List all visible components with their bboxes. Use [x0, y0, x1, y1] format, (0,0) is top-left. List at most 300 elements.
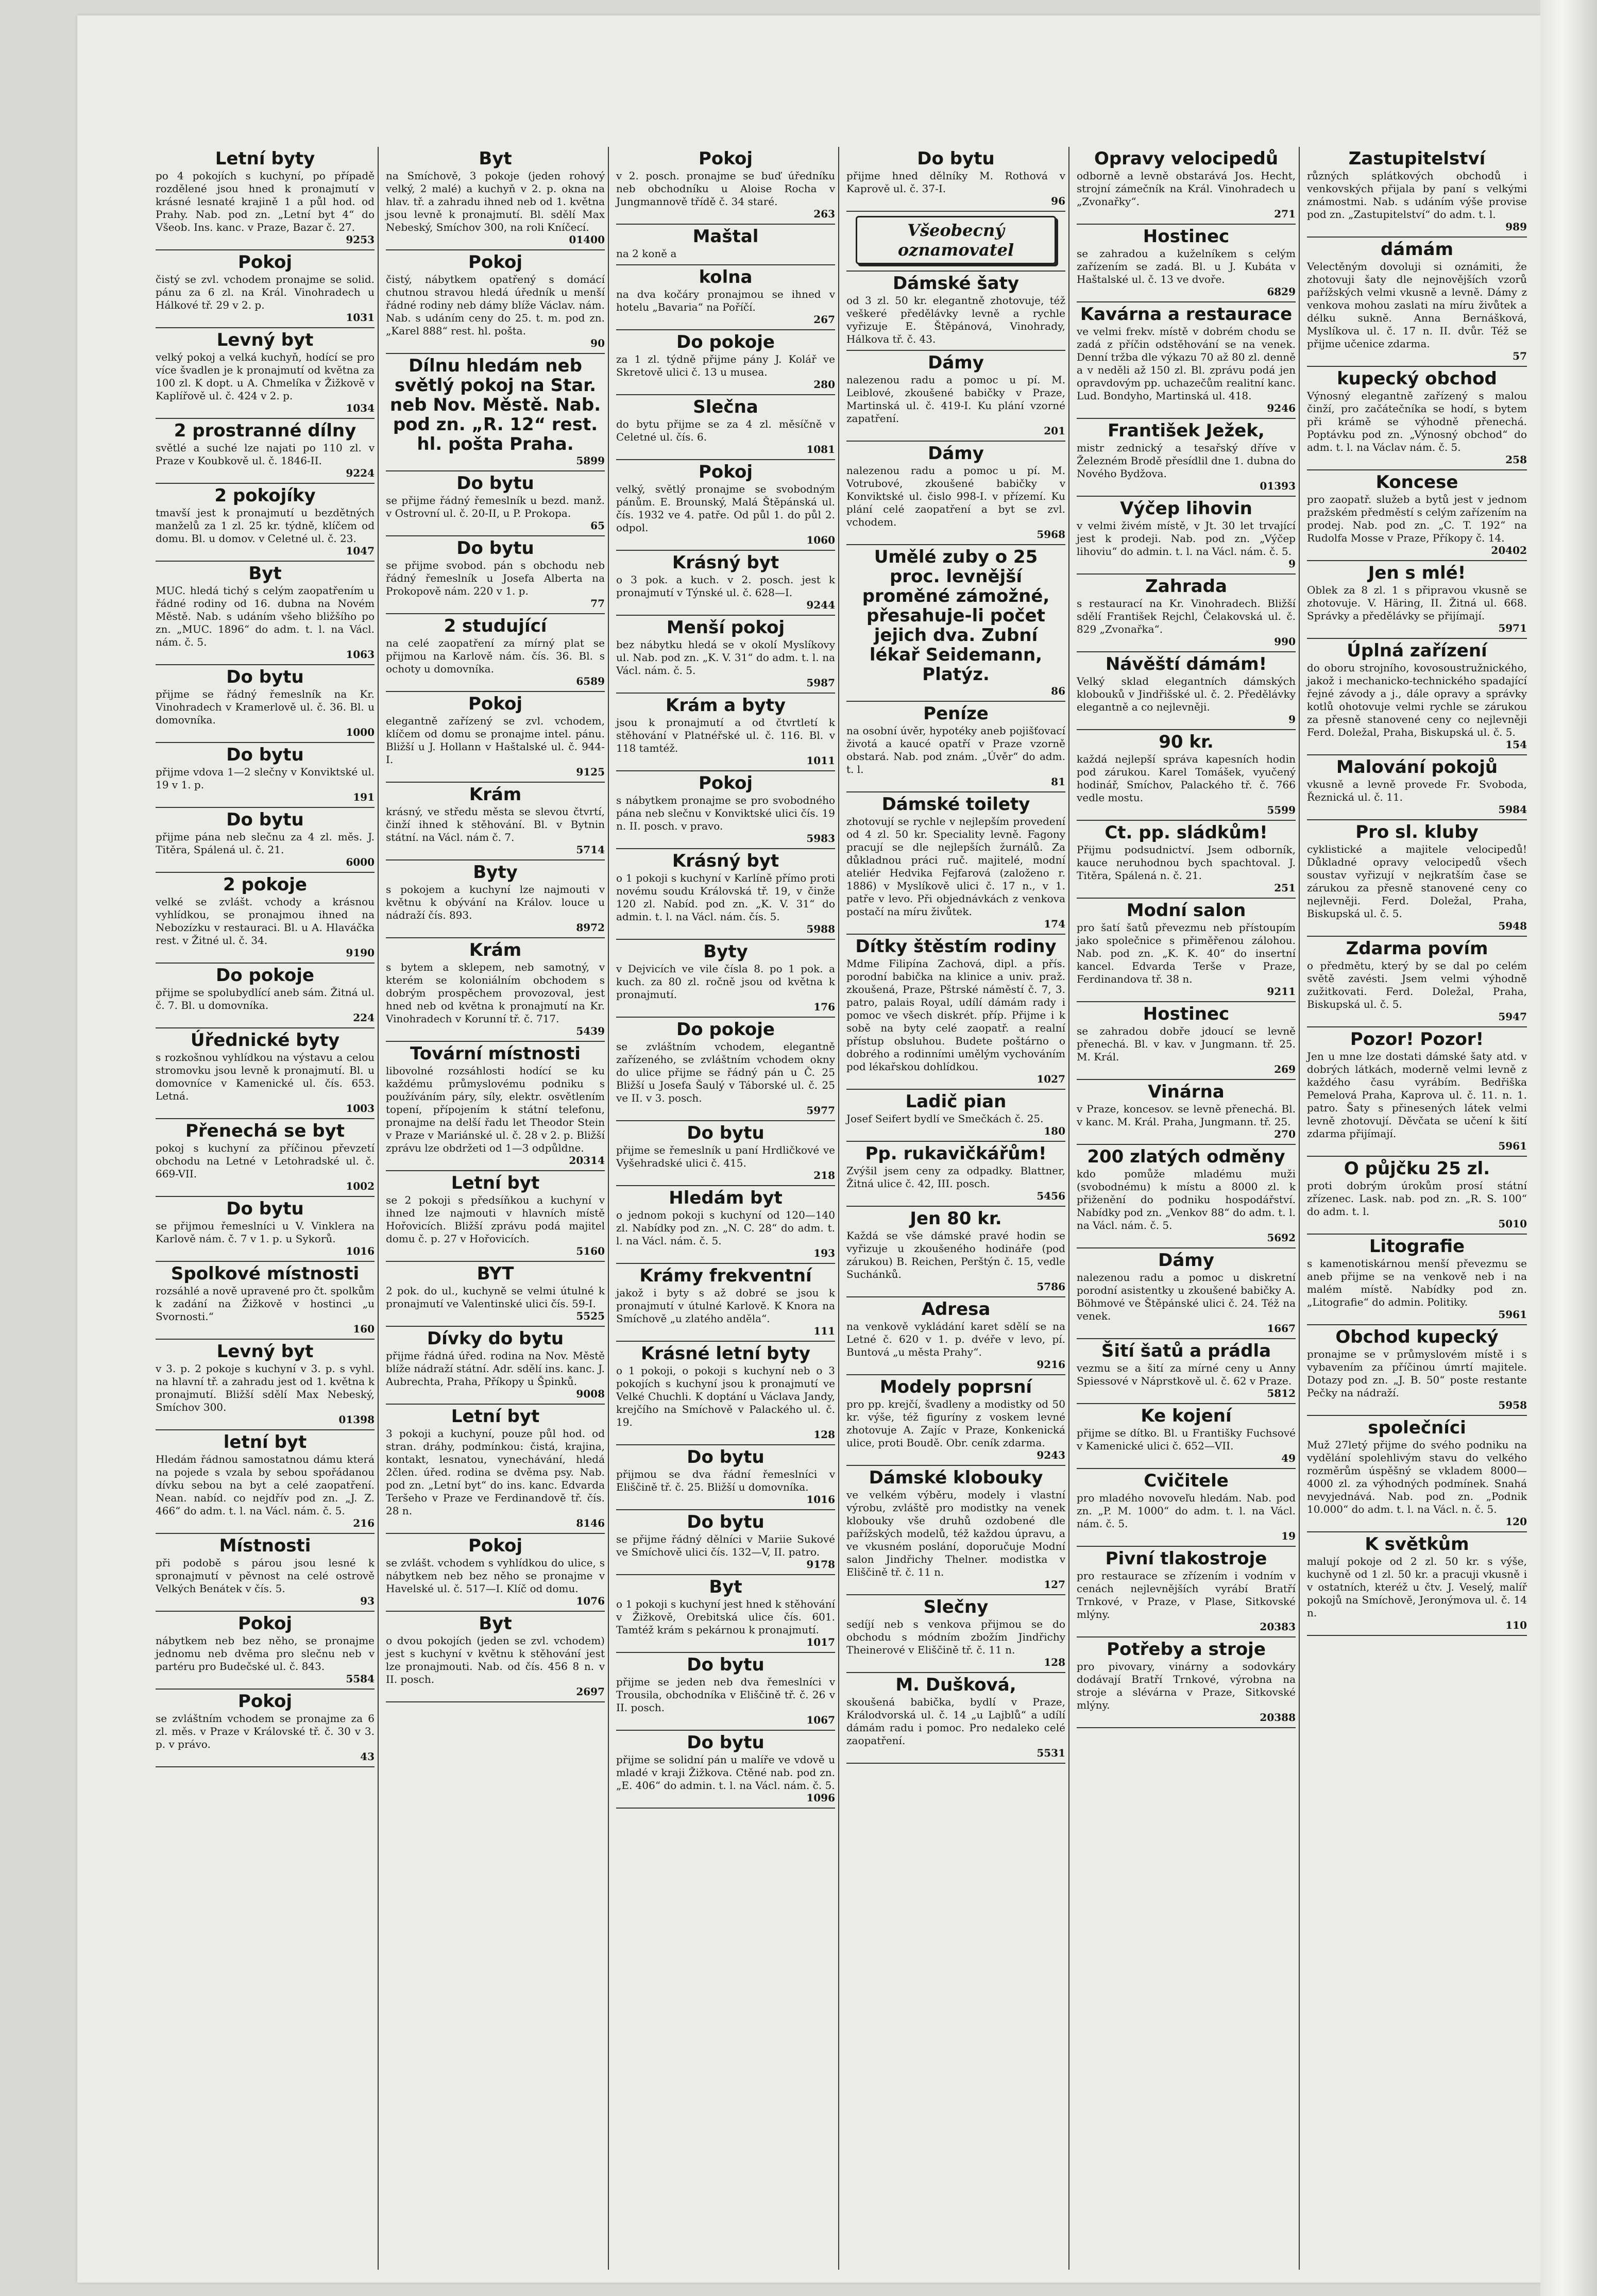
classified-ad [1077, 419, 1296, 497]
ad-reference-number: 6000 [346, 856, 375, 868]
ad-title: Všeobecný oznamovatel [856, 216, 1056, 264]
ad-body: o 1 pokoji, o pokoji s kuchyní neb o 3 pokojích s kuchyní jsou k pronajmutí ve Velké Chuchli. K doptání u Václava Jandy, krejčího na Smíchově v Palackého ul. č. 19. [616, 1364, 835, 1428]
ad-title: Dámy [928, 443, 984, 464]
ad-reference-number: 19 [1281, 1530, 1296, 1542]
ad-title: Slečny [923, 1597, 989, 1617]
ad-title: Tovární místnosti [410, 1043, 581, 1064]
ad-body: nalezenou radu a pomoc u diskretní porodní asistentky u zkoušené babičky A. Böhmové ve Štěpánské ulici č. 24. Též na venek. [1077, 1271, 1296, 1322]
classified-ad [1307, 1532, 1527, 1636]
ad-body: na celé zaopatření za mírný plat se přijmou na Karlově nám. čís. 36. Bl. s ochoty u domovníka. [386, 637, 605, 675]
ad-reference-number: 258 [1505, 453, 1527, 466]
classified-ad [156, 147, 375, 250]
ad-reference-number: 9211 [1267, 985, 1296, 998]
ad-body: nalezenou radu a pomoc u pí. M. Votrubové, zkoušené babičky v Konviktské ul. čislo 998-I. v přízemí. Ku plání celé zaopatření a byt se zvl. vchodem. [846, 464, 1065, 528]
ad-reference-number: 9190 [346, 947, 375, 959]
classified-ad [386, 471, 605, 536]
ad-reference-number: 218 [813, 1169, 835, 1181]
ad-reference-number: 01398 [338, 1413, 375, 1426]
classified-ad [156, 1612, 375, 1690]
ad-reference-number: 5948 [1498, 920, 1527, 932]
ad-body: pro zaopatř. služeb a bytů jest v jednom pražském předměstí s celým zařízením na prodej. Nab. pod zn. „C. T. 192“ na Rudolfa Mosse v Praze, Příkopy č. 14. [1307, 493, 1527, 544]
classified-ad [386, 1612, 605, 1702]
ad-reference-number: 01400 [569, 233, 605, 246]
ad-body: přijme se řemeslník u paní Hrdličkové ve Vyšehradské ulici č. 415. [616, 1144, 835, 1169]
classified-ad [156, 743, 375, 808]
classified-ad [1077, 1145, 1296, 1248]
ad-body: pronajme se v průmyslovém místě i s vybavením za příčinou úmrtí majitele. Dotazy pod zn. „J. B. 50“ poste restante Pečky na nádraží. [1307, 1348, 1527, 1399]
ad-body: o 1 pokoji s kuchyní jest hned k stěhování v Žižkově, Orebitská ulice čís. 601. Tamtéž krám s pekárnou k pronajmutí. [616, 1598, 835, 1636]
ad-body: Velký sklad elegantních dámských klobouků v Jindřišské ul. č. 2. Předělávky elegantně a co nejlevněji. [1077, 675, 1296, 713]
ad-title: Vinárna [1148, 1082, 1225, 1102]
ad-title: Slečna [693, 397, 758, 417]
ad-title: Byt [248, 563, 282, 584]
ad-title: Do pokoje [216, 965, 314, 986]
classified-ad [616, 1121, 835, 1186]
classified-ad [1077, 1404, 1296, 1469]
classified-ad [386, 354, 605, 471]
classified-ad [156, 1119, 375, 1197]
ad-title: K světkům [1365, 1534, 1469, 1555]
classified-ad [616, 147, 835, 225]
classified-ad [1307, 639, 1527, 755]
ad-body: Jen u mne lze dostati dámské šaty atd. v dobrých látkách, moderně velmi levně z každého času vyrábím. Bedřiška Pemelová Praha, Kaprova ul. č. 11. n. 1. patro. Šaty s přinesených látek velmi levně zhotovují. Děvčata se učení k šití zdarma přijímají. [1307, 1050, 1527, 1140]
classified-ad [156, 562, 375, 665]
ad-reference-number: 81 [1051, 775, 1065, 788]
ad-body: elegantně zařízený se zvl. vchodem, klíčem od domu se pronajme intel. pánu. Bližší u J. Hollann v Haštalské ul. č. 944-I. [386, 715, 605, 766]
classified-ad [616, 1186, 835, 1264]
classified-ad [846, 1673, 1065, 1764]
ad-reference-number: 9243 [1037, 1449, 1065, 1461]
ad-body: v 3. p. 2 pokoje s kuchyní v 3. p. s vyhl. na hlavní tř. a zahradu jest od 1. května k pronajmutí. Bližší sdělí Max Nebeský, Smíchov 300. [156, 1362, 375, 1413]
ad-title: Litografie [1369, 1236, 1465, 1257]
ad-title: Zastupitelství [1348, 148, 1486, 169]
classified-ad [1077, 1002, 1296, 1080]
classified-ad [386, 1534, 605, 1612]
classified-ad [846, 1375, 1065, 1466]
ad-reference-number: 90 [590, 337, 605, 349]
classified-ad [1077, 1469, 1296, 1547]
classified-ad [156, 419, 375, 484]
classified-ad [616, 616, 835, 694]
classified-ad [386, 147, 605, 250]
ad-reference-number: 174 [1044, 918, 1065, 930]
ad-title: 2 pokoje [223, 874, 307, 895]
ad-reference-number: 9008 [576, 1388, 605, 1400]
ad-title: Dívky do bytu [427, 1328, 564, 1349]
ad-title: Spolkové místnosti [171, 1263, 360, 1284]
classified-ad [1077, 652, 1296, 730]
ad-reference-number: 5439 [576, 1025, 605, 1037]
ad-title: Kavárna a restaurace [1080, 304, 1293, 325]
classified-ad [616, 940, 835, 1018]
ad-title: Hledám byt [669, 1188, 783, 1208]
ad-reference-number: 1076 [576, 1595, 605, 1607]
classified-ad [846, 351, 1065, 442]
ad-body: čistý se zvl. vchodem pronajme se solid. pánu za 6 zl. na Král. Vinohradech u Hálkové tř. 29 v 2. p. [156, 273, 375, 311]
ad-title: Do pokoje [676, 1019, 775, 1040]
ad-body: přijme se spolubydlící aneb sám. Žitná ul. č. 7. Bl. u domovníka. [156, 986, 375, 1011]
ad-title: Do bytu [456, 473, 534, 494]
classified-ad [1307, 1416, 1527, 1532]
ad-title: Dámy [928, 352, 984, 373]
classified-ad [616, 1731, 835, 1809]
ad-title: M. Dušková, [895, 1675, 1016, 1695]
column-6 [1306, 147, 1530, 2270]
ad-body: Velectěným dovoluji si oznámiti, že zhotovuji šaty dle nejnovějších vzorů pařížských velmi vkusně a levně. Dámy z venkova mohou zaslati na míru živůtek a délku sukně. Anna Bernášková, Myslíkova ul. č. 17 n. II. dvůr. Též se přijme učenice zdarma. [1307, 260, 1527, 350]
classified-ad [846, 1090, 1065, 1142]
ad-body: na dva kočáry pronajmou se ihned v hotelu „Bavaria“ na Poříčí. [616, 288, 835, 313]
classified-ad [846, 1466, 1065, 1595]
binding-edge [1540, 0, 1597, 2296]
ad-title: Do bytu [687, 1447, 764, 1467]
classified-ad [846, 1297, 1065, 1375]
ad-body: skoušená babička, bydlí v Praze, Králodvorská ul. č. 14 „u Lajblů“ a udílí dámám radu i pomoc. Pro nedaleko celé zaopatření. [846, 1696, 1065, 1747]
ad-reference-number: 20314 [569, 1154, 605, 1167]
ad-body: se přijmou řemeslníci u V. Vinklera na Karlově nám. č. 7 v 1. p. u Sykorů. [156, 1220, 375, 1245]
ad-title: Modní salon [1126, 900, 1246, 921]
ad-title: Menší pokoj [666, 617, 785, 638]
classified-ad [156, 873, 375, 964]
ad-body: v Dejvicích ve vile čísla 8. po 1 pok. a kuch. za 80 zl. ročně jsou od května k pronajmutí. [616, 963, 835, 1001]
ad-reference-number: 5160 [576, 1245, 605, 1257]
ad-title: Potřeby a stroje [1107, 1639, 1266, 1660]
ad-reference-number: 5988 [806, 923, 835, 935]
ad-title: Letní byt [451, 1173, 540, 1193]
column-3 [615, 147, 839, 2270]
ad-title: Do bytu [687, 1655, 764, 1675]
ad-reference-number: 5531 [1037, 1747, 1065, 1759]
ad-title: Ke kojení [1141, 1406, 1232, 1426]
ad-title: Do bytu [687, 1732, 764, 1753]
ad-reference-number: 1067 [806, 1714, 835, 1726]
ad-title: Do bytu [687, 1123, 764, 1143]
ad-body: přijme hned dělníky M. Rothová v Kaprově ul. č. 37-I. [846, 170, 1065, 195]
ad-reference-number: 5599 [1267, 804, 1296, 816]
column-5 [1076, 147, 1300, 2270]
ad-reference-number: 6589 [576, 675, 605, 687]
ad-title: Byt [479, 1613, 512, 1634]
classified-ad [616, 694, 835, 771]
ad-reference-number: 128 [813, 1428, 835, 1441]
ad-body: pro mladého novoveľu hledám. Nab. pod zn. „P. M. 1000“ do adm. t. l. na Václ. nám. č. 5. [1077, 1492, 1296, 1530]
ad-reference-number: 2697 [576, 1685, 605, 1698]
ad-body: na 2 koně a [616, 247, 677, 260]
ad-reference-number: 1060 [806, 534, 835, 546]
ad-reference-number: 267 [813, 313, 835, 326]
ad-body: do oboru strojního, kovosoustružnického, jakož i mechanicko-technického spadající řejné závody a j., dále opravy a správky kotlů ohotovuje velmi rychle se zárukou za přesně stanovené ceny co nejlevněji Ferd. Doležal, Praha, Biskupská ul. č. 5. [1307, 662, 1527, 738]
ad-reference-number: 1000 [346, 726, 375, 738]
ad-title: Do bytu [226, 745, 304, 765]
ad-body: na osobní úvěr, hypotéky aneb pojišťovací životá a kaucé opatří v Praze vzorně obstará. Nab. pod znám. „Úvěr“ do adm. t. l. [846, 724, 1065, 775]
ad-body: od 3 zl. 50 kr. elegantně zhotovuje, též veškeré předělávky levně a rychle vyřizuje E. Štěpánová, Vinohrady, Hálkova tř. č. 43. [846, 294, 1065, 345]
ad-reference-number: 8146 [576, 1517, 605, 1529]
ad-title: kolna [699, 267, 753, 288]
ad-body: na venkově vykládání karet sdělí se na Letné č. 620 v 1. p. dvéře v levo, pí. Buntová „u města Prahy“. [846, 1320, 1065, 1358]
ad-body: přijme se jeden neb dva řemeslníci v Trousila, obchodníka v Eliščině tř. č. 26 v II. posch. [616, 1676, 835, 1714]
ad-title: 2 studující [444, 616, 547, 636]
ad-reference-number: 1034 [346, 402, 375, 414]
ad-title: 2 prostranné dílny [174, 420, 356, 441]
ad-title: Byty [703, 941, 748, 962]
ad-reference-number: 01393 [1260, 480, 1296, 492]
ad-reference-number: 1031 [346, 311, 375, 324]
ad-reference-number: 990 [1274, 635, 1296, 648]
ad-body: velké se zvlášt. vchody a krásnou vyhlídkou, se pronajmou ihned na Nebozízku v restauraci. Bl. u A. Hlaváčka rest. v Žitné ul. č. 34. [156, 896, 375, 947]
ad-body: ve velkém výběru, modely i vlastní výrobu, zvláště pro modistky na venek klobouky vše druhů ozdobené dle pařížských modelů, též každou úpravu, a ve vkusném poslání, doporučuje Modní salon Jindřichy Thelner. modistka v Eliščině tř. č. 11 n. [846, 1489, 1065, 1578]
ad-title: Dámské šaty [892, 273, 1020, 294]
ad-reference-number: 86 [1051, 685, 1065, 697]
ad-reference-number: 191 [353, 791, 375, 803]
ad-reference-number: 5984 [1498, 803, 1527, 816]
ad-reference-number: 180 [1044, 1125, 1065, 1137]
ad-body: krásný, ve středu města se slevou čtvrtí, činží ihned k stěhování. Bl. v Bytnin státní. na Václ. nám č. 7. [386, 805, 605, 843]
ad-title: Výčep lihovin [1120, 498, 1252, 519]
ad-body: nábytkem neb bez něho, se pronajme jednomu neb dvěma pro slečnu neb v partéru pro Budečské ul. č. 843. [156, 1634, 375, 1673]
classified-ad [616, 1575, 835, 1653]
ad-body: se 2 pokoji s předsíňkou a kuchyní v ihned lze najmouti v hlavních místě Hořovicích. Bližší zprávu podá majitel domu č. p. 27 v Hořovicích. [386, 1194, 605, 1245]
ad-reference-number: 270 [1274, 1128, 1296, 1140]
classified-ad [156, 1430, 375, 1534]
classified-ad [156, 665, 375, 743]
ad-body: přijme vdova 1—2 slečny v Konviktské ul. 19 v 1. p. [156, 766, 375, 791]
classified-ad [616, 1653, 835, 1731]
ad-reference-number: 5987 [806, 677, 835, 689]
ad-title: Koncese [1375, 472, 1458, 493]
ad-reference-number: 1047 [346, 545, 375, 557]
ad-body: Přijmu podsudnictví. Jsem odborník, kauce neruhodnou bych spachtoval. J. Titěra, Spálená n. č. 21. [1077, 843, 1296, 882]
classified-ad [1307, 147, 1527, 238]
ad-title: Dítky štěstím rodiny [855, 936, 1057, 957]
ad-reference-number: 9246 [1267, 402, 1296, 414]
ad-title: Pokoj [238, 1691, 292, 1712]
ad-title: Pivní tlakostroje [1105, 1548, 1267, 1569]
ad-title: Byt [479, 148, 512, 169]
classified-ad [1077, 1547, 1296, 1637]
ad-reference-number: 216 [353, 1517, 375, 1529]
ad-body: cyklistické a majitele velocipedů! Důkladné opravy velocipedů všech soustav vyřizují v nejkratším čase se zárukou za přesně stanovené ceny co nejlevněji. Ferd. Doležal, Praha, Biskupská ul. č. 5. [1307, 843, 1527, 920]
ad-body: Zvýšil jsem ceny za odpadky. Blattner, Žitná ulice č. 42, III. posch. [846, 1164, 1065, 1190]
ad-reference-number: 1081 [806, 443, 835, 455]
ad-reference-number: 110 [1505, 1619, 1527, 1631]
ad-reference-number: 1096 [806, 1792, 835, 1804]
ad-title: O půjčku 25 zl. [1344, 1158, 1490, 1179]
ad-reference-number: 5456 [1037, 1190, 1065, 1202]
ad-title: Do bytu [226, 667, 304, 687]
ad-reference-number: 5010 [1498, 1218, 1527, 1230]
ad-reference-number: 65 [590, 519, 605, 532]
ad-title: 200 zlatých odměny [1087, 1146, 1285, 1167]
ad-title: Krám a byty [665, 695, 786, 716]
ad-body: pro šatí šatů převezmu neb přístoupím jako společnice s přiměřenou zálohou. Nab. pod zn. „K. K. 40“ do insertní kancel. Edvarda Terše v Praze, Ferdinandova tř. 38 n. [1077, 921, 1296, 985]
ad-reference-number: 77 [590, 597, 605, 610]
ad-title: Šití šatů a prádla [1101, 1341, 1271, 1361]
ad-body: mistr zednický a tesařský dříve v Železném Brodě přesídlil dne 1. dubna do Nového Bydžova. [1077, 442, 1296, 480]
ad-reference-number: 9 [1288, 558, 1296, 570]
ad-body: přijmou se dva řádní řemeslníci v Eliščině tř. č. 25. Bližší u domovníka. [616, 1468, 835, 1493]
ad-title: Úřednické byty [190, 1030, 340, 1051]
ad-body: při podobě s párou jsou lesné k spronajmutí v pěvnost na celé ostrově Velkých Benátek v čís. 5. [156, 1557, 375, 1595]
ad-title: letní byt [223, 1432, 307, 1453]
classified-ad [1077, 899, 1296, 1002]
ad-reference-number: 1027 [1037, 1073, 1065, 1085]
ad-title: Dámské klobouky [869, 1467, 1043, 1488]
ad-title: Modely poprsní [879, 1377, 1032, 1397]
classified-ad [386, 1042, 605, 1171]
ad-reference-number: 1002 [346, 1180, 375, 1192]
classified-ad [1077, 1080, 1296, 1145]
ad-reference-number: 1063 [346, 648, 375, 661]
ad-body: se zahradou dobře jdoucí se levně přenechá. Bl. v kav. v Jungmann. tř. 25. M. Král. [1077, 1025, 1296, 1063]
classified-ad [1077, 821, 1296, 899]
ad-body: pro pivovary, vinárny a sodovkáry dodávají Bratří Trnkové, výrobna na stroje a slévárna v Praze, Sitkovské mlýny. [1077, 1660, 1296, 1711]
ad-body: jsou k pronajmutí a od čtvrtletí k stěhování v Platnéřské ul. č. 116. Bl. v 118 tamtéž. [616, 716, 835, 754]
classified-ad [616, 551, 835, 616]
ad-reference-number: 989 [1505, 221, 1527, 233]
ad-reference-number: 224 [353, 1011, 375, 1024]
classified-ad [846, 147, 1065, 212]
ad-title: Do bytu [226, 809, 304, 830]
classified-ad [156, 1690, 375, 1767]
ad-reference-number: 49 [1281, 1452, 1296, 1464]
classified-ad [1307, 1027, 1527, 1157]
ad-body: přijme pána neb slečnu za 4 zl. měs. J. Titěra, Spálená ul. č. 21. [156, 831, 375, 856]
ad-reference-number: 8972 [576, 921, 605, 934]
ad-title: Byt [709, 1577, 742, 1597]
ad-title: Krásné letní byty [641, 1343, 810, 1364]
ad-body: Josef Seifert bydlí ve Smečkách č. 25. [846, 1112, 1044, 1125]
ad-reference-number: 5714 [576, 843, 605, 856]
classified-ad [846, 212, 1065, 272]
ad-title: Hostinec [1143, 1004, 1230, 1024]
ad-reference-number: 5961 [1498, 1140, 1527, 1152]
ad-body: se zvláštním vchodem, elegantně zařízeného, se zvláštním vchodem okny do ulice přijme se řádný pán u Č. 25 Bližší u Josefa Šaulý v Táborské ul. č. 25 ve II. v 3. posch. [616, 1040, 835, 1104]
ad-reference-number: 154 [1505, 738, 1527, 751]
ad-body: s restaurací na Kr. Vinohradech. Bližší sdělí František Rejchl, Čelakovská ul. č. 829 „Zvonařka“. [1077, 597, 1296, 635]
ad-title: Pokoj [699, 462, 753, 482]
ad-body: velký pokoj a velká kuchyň, hodící se pro více švadlen je k pronajmutí od května za 100 zl. K dopt. u A. Chmelíka v Žižkově v Kaplířově ul. č. 424 v 2. p. [156, 351, 375, 402]
classified-ad [616, 1342, 835, 1445]
ad-title: Umělé zuby o 25 proc. levnější proměné zámožné, přesahuje-li počet jejich dva. Zubní lékař Seidemann, Platýz. [862, 547, 1050, 685]
ad-title: Malování pokojů [1336, 757, 1498, 778]
ad-body: pokoj s kuchyní za příčinou převzetí obchodu na Letné v Letohradské ul. č. 669-VII. [156, 1142, 375, 1180]
ad-title: BYT [477, 1263, 514, 1284]
classified-ad [616, 771, 835, 849]
classified-ad [156, 964, 375, 1028]
ad-body: Hledám řádnou samostatnou dámu která na pojede s vzala by sebou spořádanou dívku sebou na byt a celé zaopatření. Nean. nabíd. co nejdřív pod zn. „J. Z. 466“ do adm. t. l. na Václ. nám. č. 5. [156, 1453, 375, 1517]
ad-reference-number: 5692 [1267, 1231, 1296, 1244]
ad-body: každá nejlepší správa kapesních hodin pod zárukou. Karel Tomášek, vyučený hodinář, Smíchov, Palackého tř. č. 766 vedle mostu. [1077, 753, 1296, 804]
ad-body: na Smíchově, 3 pokoje (jeden rohový velký, 2 malé) a kuchyň v 2. p. okna na hlav. tř. a zahradu ihned neb od 1. května jsou levně k pronajmutí. Bl. sdělí Max Nebeský, Smíchov 300, na roli Kníčecí. [386, 170, 605, 233]
ad-reference-number: 9125 [576, 766, 605, 778]
classified-ad [1307, 238, 1527, 367]
ad-title: Krásný byt [672, 851, 779, 871]
classified-ad [846, 702, 1065, 792]
ad-title: Ct. pp. sládkům! [1105, 822, 1268, 843]
ad-title: Pokoj [238, 252, 292, 273]
ad-title: Pokoj [699, 773, 753, 794]
classified-ad [386, 250, 605, 354]
classified-ad [1077, 497, 1296, 575]
ad-reference-number: 5947 [1498, 1010, 1527, 1023]
ad-reference-number: 5961 [1498, 1308, 1527, 1321]
ad-reference-number: 6829 [1267, 285, 1296, 298]
classified-ad [156, 1340, 375, 1430]
ad-title: Dámské toilety [881, 794, 1030, 815]
ad-body: o předmětu, který by se dal po celém světě zavésti. Jsem velmi výhodně zužitkovati. Ferd. Doležal, Praha, Biskupská ul. č. 5. [1307, 959, 1527, 1010]
classified-columns [155, 147, 1530, 2270]
ad-title: Dámy [1158, 1250, 1214, 1271]
classified-ad [386, 1405, 605, 1534]
ad-title: Úplná zařízení [1347, 640, 1487, 661]
ad-reference-number: 5899 [576, 454, 605, 467]
ad-reference-number: 5971 [1498, 622, 1527, 634]
ad-title: Obchod kupecký [1335, 1327, 1499, 1347]
classified-ad [616, 225, 835, 265]
classified-ad [1077, 302, 1296, 419]
classified-ad [1307, 755, 1527, 820]
ad-title: kupecký obchod [1337, 368, 1497, 389]
ad-reference-number: 280 [813, 378, 835, 391]
classified-ad [846, 442, 1065, 545]
ad-title: Pro sl. kluby [1355, 822, 1479, 842]
classified-ad [1307, 1235, 1527, 1325]
classified-ad [156, 808, 375, 873]
classified-ad [846, 272, 1065, 351]
classified-ad [156, 1197, 375, 1262]
ad-body: malují pokoje od 2 zl. 50 kr. s výše, kuchyně od 1 zl. 50 kr. a pracuji vkusně i v ostatních, kteréž u čtv. J. Veselý, malíř pokojů na Smíchově, Jeronýmova ul. č. 14 n. [1307, 1555, 1527, 1619]
classified-ad [386, 783, 605, 860]
classified-ad [616, 395, 835, 460]
ad-body: se přijme řádný řemeslník u bezd. manž. v Ostrovní ul. č. 20-II, u P. Prokopa. [386, 494, 605, 519]
ad-title: František Ježek, [1108, 420, 1265, 441]
classified-ad [386, 1327, 605, 1405]
ad-title: Zahrada [1145, 576, 1227, 597]
classified-ad [616, 1445, 835, 1510]
ad-reference-number: 20388 [1260, 1711, 1296, 1724]
ad-body: 3 pokoji a kuchyní, pouze půl hod. od stran. dráhy, podmínkou: čistá, krajina, kontakt, lesnatou, vynechávání, hledá 2člen. úřed. rodina se dvěma psy. Nab. pod zn. „Letní byt“ do ins. kanc. Edvarda Teršeho v Praze ve Ferdinandově tř. čís. 28 n. [386, 1427, 605, 1517]
ad-title: Hostinec [1143, 226, 1230, 247]
ad-body: velký, světlý pronajme se svobodným pánům. E. Brounský, Malá Štěpánská ul. čís. 1932 ve 4. patře. Od půl 1. do půl 2. odpol. [616, 483, 835, 534]
ad-body: čistý, nábytkem opatřený s domácí chutnou stravou hledá úředník u menší řádné rodiny neb dámy blíže Václav. nám. Nab. s udáním ceny do 25. t. m. pod zn. „Karel 888“ rest. hl. pošta. [386, 273, 605, 337]
ad-title: Pokoj [468, 1535, 522, 1556]
classified-ad [616, 1510, 835, 1575]
ad-body: se zahradou a kuželníkem s celým zařízením se zadá. Bl. u J. Kubáta v Haštalské ul. č. 13 ve dvoře. [1077, 247, 1296, 285]
ad-body: po 4 pokojích s kuchyní, po případě rozdělené jsou hned k pronajmutí v krásné lesnaté krajině 1 a půl hod. od Prahy. Nab. pod zn. „Letní byt 4“ do Všeob. Ins. kanc. v Praze, Bazar č. 27. [156, 170, 375, 233]
ad-reference-number: 5812 [1267, 1387, 1296, 1399]
classified-ad [386, 860, 605, 938]
ad-title: Pokoj [468, 252, 522, 273]
ad-reference-number: 1017 [806, 1636, 835, 1648]
ad-title: Jen 80 kr. [910, 1208, 1002, 1229]
ad-body: pro restaurace se zřízením i vodním v cenách nejlevnějších vyrábí Bratří Trnkové, v Praze, v Plase, Sitkovské mlýny. [1077, 1569, 1296, 1620]
ad-body: MUC. hledá tichý s celým zaopatřením u řádné rodiny od 16. dubna na Novém Městě. Nab. s udáním všeho bližšího po zn. „MUC. 1896“ do adm. t. l. na Václ. nám. č. 5. [156, 584, 375, 648]
ad-body: kdo pomůže mladému muži (svobodnému) k místu a 8000 zl. k přiženění do podniku hospodářství. Nabídky pod zn. „Venkov 88“ do adm. t. l. na Václ. nám. č. 5. [1077, 1168, 1296, 1231]
ad-body: s kamenotiskárnou menší převezmu se aneb přijme se na venkově neb i na malém místě. Nabídky pod zn. „Litografie“ do admin. Politiky. [1307, 1257, 1527, 1308]
ad-reference-number: 201 [1044, 425, 1065, 437]
classified-ad [846, 1595, 1065, 1673]
ad-title: Do bytu [456, 538, 534, 559]
ad-reference-number: 111 [813, 1325, 835, 1337]
ad-reference-number: 96 [1051, 195, 1065, 207]
ad-title: 2 pokojíky [214, 485, 316, 506]
classified-ad [386, 938, 605, 1042]
ad-body: tmavší jest k pronajmutí u bezdětných manželů za 1 zl. 25 kr. týdně, klíčem od domu. Bl. u domov. v Celetné ul. č. 23. [156, 507, 375, 545]
classified-ad [846, 935, 1065, 1090]
ad-body: sedíjí neb s venkova přijmou se do obchodu s módním zbožím Jindřichy Theinerové v Eliščině tř. č. 11 n. [846, 1618, 1065, 1656]
classified-ad [156, 484, 375, 562]
ad-reference-number: 9 [1288, 713, 1296, 725]
ad-body: přijme se řádný řemeslník na Kr. Vinohradech v Kramerlově ul. č. 36. Bl. u domovníka. [156, 688, 375, 726]
